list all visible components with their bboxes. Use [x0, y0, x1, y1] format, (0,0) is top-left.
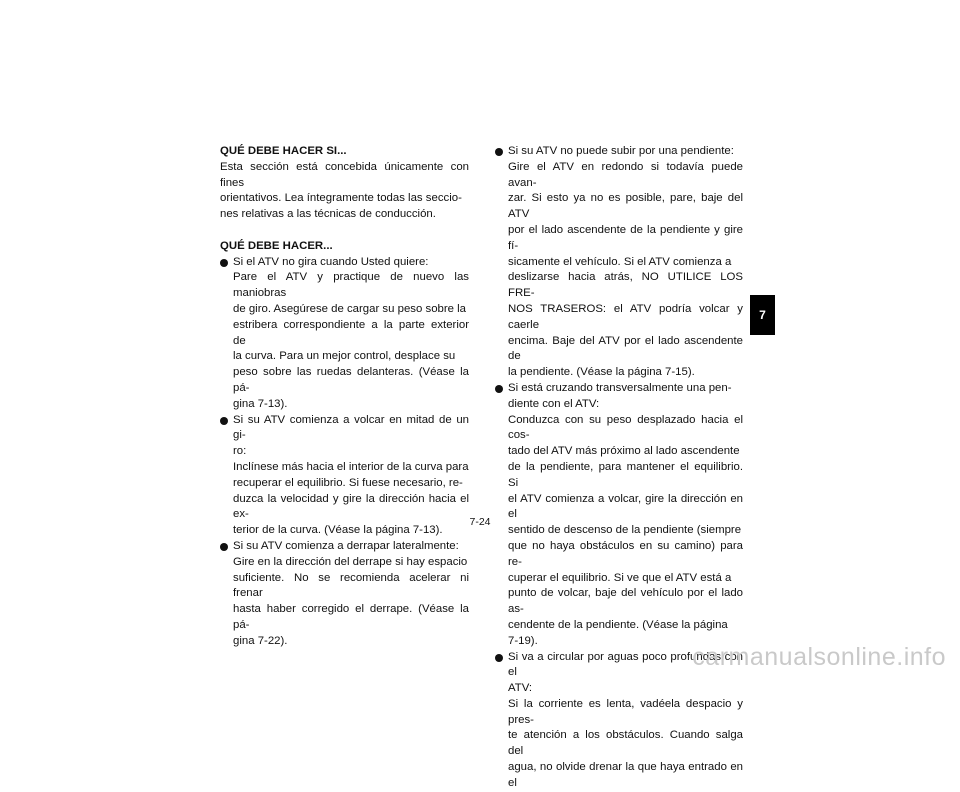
bullet-icon: [495, 148, 503, 156]
bullet-line: NOS TRASEROS: el ATV podría volcar y caerle: [508, 302, 743, 331]
bullet-line: gina 7-13).: [233, 397, 288, 410]
bullet-icon: [220, 543, 228, 551]
intro-line: Esta sección está concebida únicamente con fines: [220, 160, 469, 189]
bullet-lead-cont: ro:: [233, 445, 247, 458]
bullet-line: la curva. Para un mejor control, desplace su: [233, 350, 456, 363]
bullet-line: terior de la curva. (Véase la página 7-13).: [233, 524, 443, 537]
page-number: 7-24: [469, 516, 491, 528]
bullet-lead-cont: ATV:: [508, 682, 533, 695]
bullet-line: 7-19).: [508, 634, 538, 647]
left-column: [220, 144, 469, 650]
bullet-line: gina 7-22).: [233, 634, 288, 647]
bullet-lead: Si su ATV comienza a volcar en mitad de un gi-: [233, 413, 469, 442]
bullet-lead: Si está cruzando transversalmente una pen-: [508, 381, 732, 394]
bullet-line: tado del ATV más próximo al lado ascendente: [508, 445, 740, 458]
bullet-line: Si la corriente es lenta, vadéela despacio y pres-: [508, 697, 743, 726]
bullet-line: cendente de la pendiente. (Véase la página: [508, 618, 728, 631]
bullet-item: [495, 144, 743, 381]
bullet-icon: [495, 385, 503, 393]
bullet-line: hasta haber corregido el derrape. (Véase la pá-: [233, 603, 469, 631]
bullet-icon: [220, 417, 228, 425]
bullet-line: la pendiente. (Véase la página 7-15).: [508, 366, 695, 379]
bullet-line: peso sobre las ruedas delanteras. (Véase la pá-: [233, 366, 469, 394]
bullet-item: [220, 255, 469, 413]
bullet-line: punto de volcar, baje del vehículo por el lado as-: [508, 587, 743, 616]
bullet-lead-cont: diente con el ATV:: [508, 397, 600, 410]
bullet-line: sentido de descenso de la pendiente (siempre: [508, 524, 742, 537]
right-column: [495, 144, 743, 792]
bullet-line: suficiente. No se recomienda acelerar ni frenar: [233, 571, 469, 600]
bullet-line: Inclínese más hacia el interior de la curva para: [233, 460, 469, 473]
bullet-line: encima. Baje del ATV por el lado ascendente de: [508, 334, 743, 363]
bullet-line: recuperar el equilibrio. Si fuese necesario, re-: [233, 476, 463, 489]
bullet-line: cuperar el equilibrio. Si ve que el ATV está a: [508, 571, 732, 584]
bullet-lead: Si su ATV no puede subir por una pendiente:: [508, 145, 734, 157]
bullet-line: Gire el ATV en redondo si todavía puede avan-: [508, 160, 743, 189]
bullet-line: agua, no olvide drenar la que haya entrado en el: [508, 761, 743, 789]
bullet-line: Pare el ATV y practique de nuevo las maniobras: [233, 271, 469, 300]
bullet-line: te atención a los obstáculos. Cuando salga del: [508, 729, 743, 758]
bullet-line: duzca la velocidad y gire la dirección hacia el ex-: [233, 492, 469, 521]
bullet-line: sicamente el vehículo. Si el ATV comienza a: [508, 255, 732, 268]
bullet-line: Gire en la dirección del derrape si hay espacio: [233, 555, 468, 568]
bullet-line: deslizarse hacia atrás, NO UTILICE LOS FRE-: [508, 271, 743, 300]
bullet-lead: Si va a circular por aguas poco profundas con el: [508, 650, 743, 679]
bullet-lead: Si su ATV comienza a derrapar lateralmente:: [233, 539, 459, 552]
watermark-text: carmanualsonline.info: [692, 643, 946, 671]
intro-line: nes relativas a las técnicas de conducción.: [220, 208, 436, 221]
bullet-line: estribera correspondiente a la parte exterior de: [233, 318, 469, 347]
section-heading: QUÉ DEBE HACER SI...: [220, 145, 347, 157]
spacer: [220, 223, 469, 239]
subsection-heading: QUÉ DEBE HACER...: [220, 239, 333, 252]
intro-line: orientativos. Lea íntegramente todas las seccio-: [220, 192, 462, 205]
bullet-line: Conduzca con su peso desplazado hacia el cos-: [508, 413, 743, 442]
bullet-lead: Si el ATV no gira cuando Usted quiere:: [233, 255, 429, 268]
bullet-icon: [220, 259, 228, 267]
bullet-line: de la pendiente, para mantener el equilibrio. Si: [508, 460, 743, 489]
bullet-line: el ATV comienza a volcar, gire la dirección en el: [508, 492, 743, 521]
bullet-icon: [495, 654, 503, 662]
bullet-line: que no haya obstáculos en su camino) para re-: [508, 539, 743, 568]
bullet-line: por el lado ascendente de la pendiente y gire fí-: [508, 223, 743, 252]
bullet-line: de giro. Asegúrese de cargar su peso sobre la: [233, 302, 467, 315]
bullet-line: zar. Si esto ya no es posible, pare, baje del ATV: [508, 192, 743, 221]
bullet-item: [220, 539, 469, 650]
chapter-tab: 7: [750, 295, 775, 335]
